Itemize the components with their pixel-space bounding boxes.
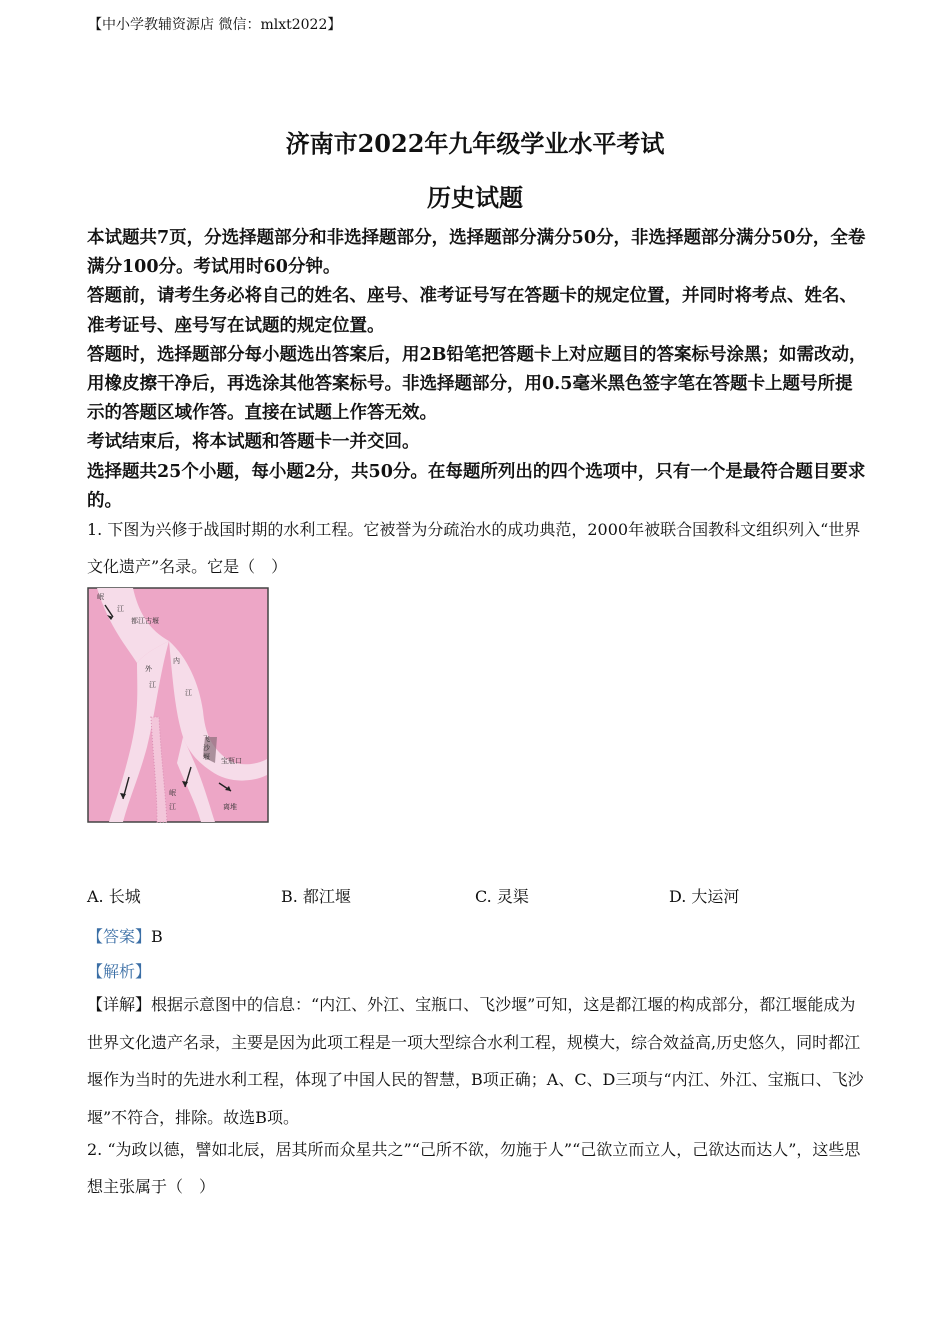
option-a[interactable]: A. 长城 (87, 887, 141, 906)
label-feishayan: 堰 (203, 753, 210, 761)
answer-value: B (151, 927, 163, 946)
map-svg (87, 587, 269, 823)
label-neijiang: 内 (173, 657, 180, 665)
label-minjiang-top: 岷 (97, 593, 104, 601)
label-dujiang-gu-yan: 都江古堰 (131, 617, 159, 625)
exam-subtitle: 历史试题 (427, 183, 523, 212)
label-minjiang-bottom: 江 (169, 803, 176, 811)
answer-tag: 【答案】 (87, 927, 152, 946)
label-minjiang-bottom: 岷 (169, 789, 176, 797)
instruction-item: 选择题共25个小题，每小题2分，共50分。在每题所列出的四个选项中，只有一个是最符合题目要求的。 (87, 461, 866, 511)
option-c[interactable]: C. 灵渠 (475, 887, 529, 906)
question-1-stem: 1. 下图为兴修于战国时期的水利工程。它被誉为分疏治水的成功典范，2000年被联合国教科文组织列入“世界文化遗产”名录。它是（ ） (87, 520, 861, 576)
label-baopingkou: 宝瓶口 (221, 757, 242, 765)
label-feishayan: 沙 (203, 744, 210, 752)
option-d[interactable]: D. 大运河 (669, 887, 740, 906)
question-2-stem: 2. “为政以德，譬如北辰，居其所而众星共之”“己所不欲，勿施于人”“己欲立而立人，己欲达而达人”，这些思想主张属于（ ） (87, 1140, 861, 1196)
label-lidui: 离堆 (223, 803, 237, 811)
instructions (87, 224, 867, 516)
answer-line (87, 924, 163, 947)
detail-text: 【详解】根据示意图中的信息：“内江、外江、宝瓶口、飞沙堰”可知，这是都江堰的构成部分，都江堰能成为世界文化遗产名录，主要是因为此项工程是一项大型综合水利工程，规模大，综合效益高,历史悠久，同时都江堰作为当时的先进水利工程，体现了中国人民的智慧，B项正确；A、C、D三项与“内江、外江、宝瓶口、飞沙堰”不符合，排除。故选B项。 (87, 995, 864, 1127)
label-feishayan: 飞 (203, 735, 210, 743)
label-neijiang: 江 (185, 689, 192, 697)
exam-title: 济南市2022年九年级学业水平考试 (285, 129, 665, 158)
instruction-item: 考试结束后，将本试题和答题卡一并交回。 (87, 432, 420, 453)
option-b[interactable]: B. 都江堰 (281, 887, 351, 906)
instruction-item: 答题时，选择题部分每小题选出答案后，用2B铅笔把答题卡上对应题目的答案标号涂黑；如需改动，用橡皮擦干净后，再选涂其他答案标号。非选择题部分，用0.5毫米黑色签字笔在答题卡上题号所提示的答题区域作答。直接在试题上作答无效。 (87, 344, 867, 424)
label-minjiang-top: 江 (117, 605, 124, 613)
analysis-tag: 【解析】 (87, 962, 152, 981)
question-2 (87, 1131, 867, 1205)
question-1 (87, 511, 867, 585)
analysis-line (87, 959, 151, 982)
dujiangyan-map (87, 587, 269, 823)
detail-explanation (87, 986, 867, 1136)
label-waijiang: 外 (145, 665, 152, 673)
header-note: 【中小学教辅资源店 微信：mlxt2022】 (88, 17, 342, 33)
instruction-item: 本试题共7页，分选择题部分和非选择题部分，选择题部分满分50分，非选择题部分满分50分，全卷满分100分。考试用时60分钟。 (87, 228, 866, 278)
label-waijiang: 江 (149, 681, 156, 689)
instruction-item: 答题前，请考生务必将自己的姓名、座号、准考证号写在答题卡的规定位置，并同时将考点、姓名、准考证号、座号写在试题的规定位置。 (87, 286, 857, 336)
